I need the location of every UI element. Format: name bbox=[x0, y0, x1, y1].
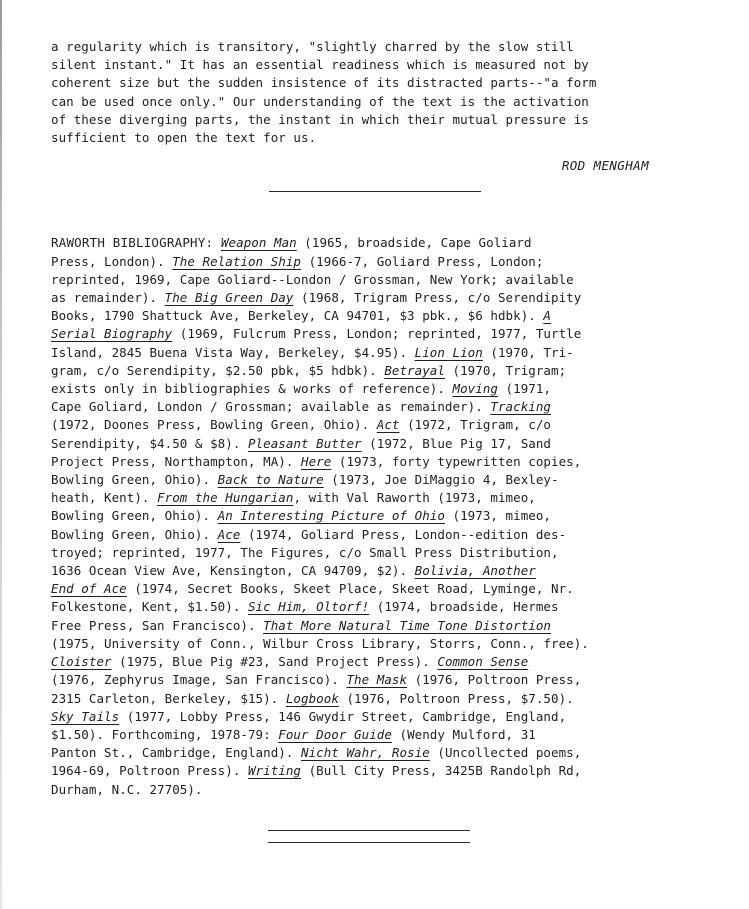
bibliography-text: (1973, Joe DiMaggio 4, Bexley- heath, Kent). bbox=[51, 472, 559, 506]
work-title: Pleasant Butter bbox=[247, 435, 362, 451]
work-title: Writing bbox=[247, 763, 301, 779]
work-title: Logbook bbox=[285, 690, 339, 706]
work-title: Tracking bbox=[490, 399, 551, 415]
bibliography-text: (1972, Trigram, c/o Serendipity, $4.50 & $8). bbox=[51, 417, 552, 451]
bibliography-text: (1975, Blue Pig #23, Sand Project Press). bbox=[111, 654, 438, 670]
bibliography-text: (1966-7, Goliard Press, London; reprinted, 1969, Cape Goliard--London / Grossman, New York; available as remainder). bbox=[51, 253, 574, 306]
work-title: Sky Tails bbox=[51, 708, 120, 724]
bibliography-text: (1974, broadside, Hermes Free Press, San Francisco). bbox=[51, 599, 559, 633]
bibliography-text: (1973, mimeo, Bowling Green, Ohio). bbox=[51, 508, 552, 542]
work-title: Weapon Man bbox=[220, 235, 297, 251]
work-title: Bolivia, Another End of Ace bbox=[51, 563, 536, 597]
end-rule-upper bbox=[268, 830, 470, 831]
bibliography-text: (Uncollected poems, 1964-69, Poltroon Press). bbox=[51, 745, 582, 779]
bibliography-text: (1974, Secret Books, Skeet Place, Skeet Road, Lyminge, Nr. Folkestone, Kent, $1.50). bbox=[51, 581, 574, 615]
bibliography-text: (1974, Goliard Press, London--edition des- troyed; reprinted, 1977, The Figures, c/o Small Press Distribution, 1636 Ocean View Ave, Kensington, CA 94709, $2). bbox=[51, 526, 567, 579]
intro-paragraph: a regularity which is transitory, "slightly charred by the slow still silent instant." It has an essential readiness which is measured not by coherent size but the sudden insistence of its distracted parts--"a form can be used once only." Our understanding of the text is the activation of these diverging parts, the instant in which their mutual pressure is sufficient to open the text for us. bbox=[51, 39, 597, 146]
bibliography-text: (1969, Fulcrum Press, London; reprinted, 1977, Turtle Island, 2845 Buena Vista Way, Berkeley, $4.95). bbox=[51, 326, 582, 360]
bibliography-text: (1972, Blue Pig 17, Sand Project Press, Northampton, MA). bbox=[51, 435, 551, 469]
bibliography-text: (Bull City Press, 3425B Randolph Rd, Durham, N.C. 27705). bbox=[51, 763, 582, 797]
typescript-page bbox=[51, 38, 701, 843]
bibliography-text: , with Val Raworth (1973, mimeo, Bowling Green, Ohio). bbox=[51, 490, 536, 524]
page-edge-shadow bbox=[0, 0, 2, 909]
work-title: That More Natural Time Tone Distortion bbox=[263, 617, 551, 633]
work-title: Back to Nature bbox=[217, 472, 324, 488]
end-rule-lower bbox=[268, 842, 470, 843]
bibliography-text: (1973, forty typewritten copies, Bowling Green, Ohio). bbox=[51, 453, 582, 488]
work-title: Nicht Wahr, Rosie bbox=[301, 745, 430, 761]
work-title: Four Door Guide bbox=[278, 726, 392, 742]
work-title: Lion Lion bbox=[414, 344, 483, 360]
work-title: Sic Him, Oltorf! bbox=[247, 599, 370, 615]
work-title: Common Sense bbox=[437, 654, 529, 670]
bibliography-text: (1977, Lobby Press, 146 Gwydir Street, Cambridge, England, $1.50). Forthcoming, 1978-79: bbox=[51, 708, 567, 742]
work-title: A Serial Biography bbox=[51, 308, 551, 342]
bibliography-heading: RAWORTH BIBLIOGRAPHY: bbox=[51, 235, 221, 251]
work-title: Act bbox=[376, 417, 400, 433]
work-title: Betrayal bbox=[384, 362, 445, 378]
work-title: From the Hungarian bbox=[157, 490, 294, 506]
author-signature: ROD MENGHAM bbox=[561, 158, 649, 174]
bibliography-paragraph bbox=[51, 234, 701, 798]
work-title: Here bbox=[301, 453, 332, 469]
bibliography-text: (1972, Doones Press, Bowling Green, Ohio). bbox=[51, 417, 370, 433]
bibliography-text: (1965, broadside, Cape Goliard Press, London). bbox=[51, 235, 532, 269]
bibliography-text: (1970, Trigram; exists only in bibliographies & works of reference). bbox=[51, 362, 567, 397]
bibliography-text: (1976, Zephyrus Image, San Francisco). bbox=[51, 672, 339, 688]
end-divider bbox=[51, 830, 701, 843]
work-title: Moving bbox=[452, 381, 498, 397]
bibliography-text: (Wendy Mulford, 31 Panton St., Cambridge, England). bbox=[51, 726, 536, 761]
section-divider bbox=[269, 191, 481, 192]
bibliography-text: (1970, Tri- gram, c/o Serendipity, $2.50 pbk, $5 hdbk). bbox=[51, 344, 574, 378]
work-title: The Relation Ship bbox=[172, 253, 302, 269]
work-title: The Mask bbox=[346, 672, 408, 688]
work-title: The Big Green Day bbox=[164, 290, 294, 306]
bibliography-text: (1971, Cape Goliard, London / Grossman; available as remainder). bbox=[51, 381, 552, 415]
work-title: Cloister bbox=[51, 654, 112, 670]
bibliography-text: (1976, Poltroon Press, $7.50). bbox=[346, 690, 574, 706]
work-title: Ace bbox=[217, 526, 241, 542]
work-title: An Interesting Picture of Ohio bbox=[217, 508, 445, 524]
bibliography-text: (1968, Trigram Press, c/o Serendipity Books, 1790 Shattuck Ave, Berkeley, CA 94701, $3 pbk., $6 hdbk). bbox=[51, 290, 582, 324]
bibliography-text: (1976, Poltroon Press, 2315 Carleton, Berkeley, $15). bbox=[51, 672, 582, 706]
bibliography-text: (1975, University of Conn., Wilbur Cross Library, Storrs, Conn., free). bbox=[51, 635, 589, 651]
